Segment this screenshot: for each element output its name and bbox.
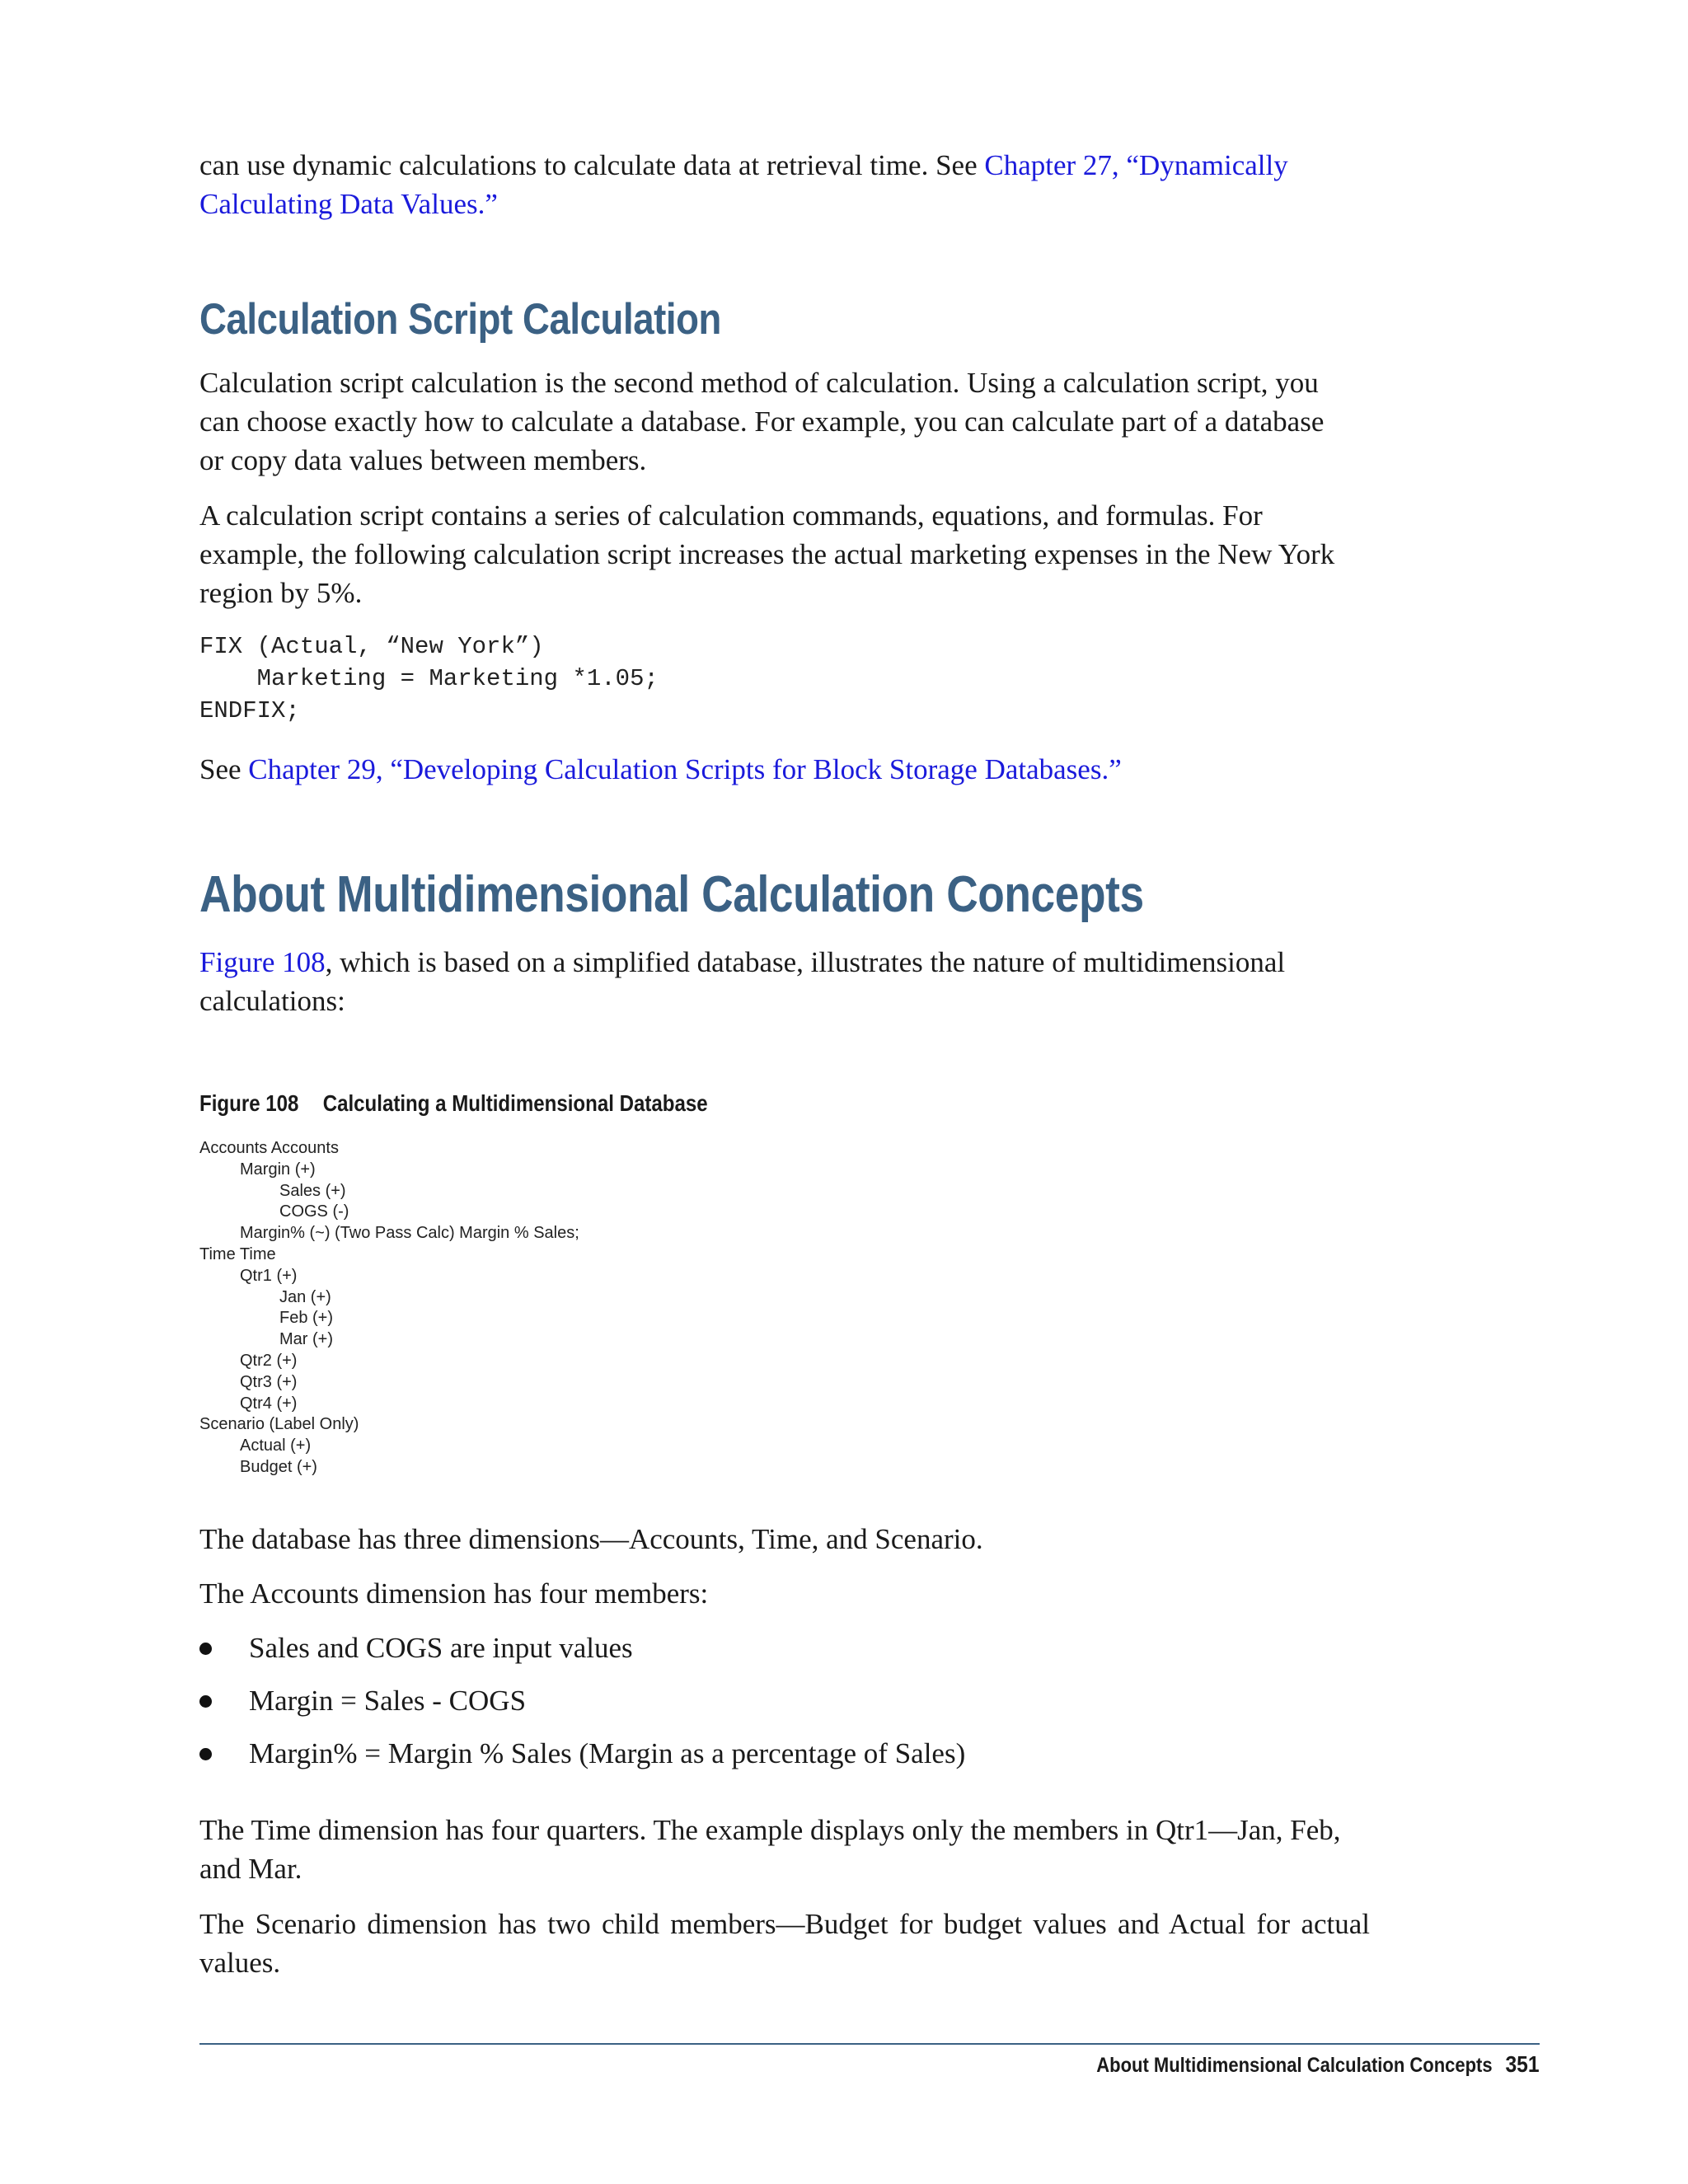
bullet-text: Margin = Sales - COGS (249, 1685, 527, 1717)
outline-item: Margin (+) (240, 1160, 316, 1179)
calc-script-heading: Calculation Script Calculation (199, 295, 721, 344)
outline-item: Qtr4 (+) (240, 1394, 298, 1413)
code-line: ENDFIX; (199, 697, 300, 724)
outline-item: Scenario (Label Only) (199, 1415, 359, 1434)
accounts-bullet-list (199, 1629, 1353, 1787)
see-chapter-29 (199, 750, 1122, 789)
bullet-text: Margin% = Margin % Sales (Margin as a percentage of Sales) (249, 1737, 966, 1769)
calc-script-para-2: A calculation script contains a series of calculation commands, equations, and formulas. For example, the following calculation script increases the actual marketing expenses in the New York region by 5%. (199, 499, 1335, 609)
footer-rule (199, 2043, 1540, 2045)
outline-item: COGS (-) (279, 1202, 349, 1221)
outline-item: Qtr3 (+) (240, 1372, 298, 1391)
intro-paragraph (199, 146, 1370, 223)
calc-script-para-1: Calculation script calculation is the second method of calculation. Using a calculation script, you can choose exactly how to calculate a database. For example, you can calculate part of a database or copy data values between members. (199, 367, 1325, 476)
concepts-intro-text: , which is based on a simplified database, illustrates the nature of multidimensional calculations: (199, 946, 1286, 1017)
accounts-paragraph: The Accounts dimension has four members: (199, 1577, 709, 1610)
figure-108-link[interactable]: Figure 108 (199, 946, 326, 978)
page-footer (1097, 2050, 1540, 2079)
chapter-29-link[interactable]: Chapter 29, “Developing Calculation Scripts for Block Storage Databases.” (248, 753, 1122, 785)
outline-item: Time Time (199, 1244, 276, 1263)
figure-title: Calculating a Multidimensional Database (322, 1090, 708, 1116)
footer-title: About Multidimensional Calculation Concepts (1096, 2054, 1493, 2077)
outline-item: Jan (+) (279, 1287, 331, 1306)
outline-item: Accounts Accounts (199, 1139, 339, 1157)
list-item (199, 1734, 1353, 1787)
outline-item: Budget (+) (240, 1457, 317, 1476)
outline-item: Qtr1 (+) (240, 1266, 298, 1285)
outline-item: Sales (+) (279, 1181, 346, 1200)
page-number: 351 (1505, 2051, 1540, 2077)
bullet-icon (199, 1643, 212, 1655)
outline-item: Feb (+) (279, 1309, 334, 1328)
outline-item: Actual (+) (240, 1436, 312, 1455)
outline-figure (199, 1138, 579, 1479)
concepts-heading: About Multidimensional Calculation Concepts (199, 866, 1144, 923)
dimensions-paragraph: The database has three dimensions—Accounts, Time, and Scenario. (199, 1523, 983, 1555)
outline-item: Qtr2 (+) (240, 1351, 298, 1370)
bullet-icon (199, 1748, 212, 1760)
chapter-27-link[interactable]: Chapter 27, “Dynamically Calculating Data Values.” (199, 149, 1288, 220)
list-item (199, 1681, 1353, 1734)
see-prefix: See (199, 753, 249, 785)
figure-caption (199, 1090, 708, 1118)
code-line: FIX (Actual, “New York”) (199, 633, 544, 660)
bullet-icon (199, 1695, 212, 1708)
intro-text: can use dynamic calculations to calculate data at retrieval time. See (199, 149, 985, 181)
time-paragraph: The Time dimension has four quarters. The example displays only the members in Qtr1—Jan, Feb, and Mar. (199, 1814, 1341, 1885)
figure-number: Figure 108 (199, 1090, 299, 1116)
list-item (199, 1629, 1353, 1681)
outline-item: Margin% (~) (Two Pass Calc) Margin % Sales; (240, 1224, 579, 1243)
bullet-text: Sales and COGS are input values (249, 1632, 633, 1664)
code-line: Marketing = Marketing *1.05; (199, 665, 659, 692)
outline-item: Mar (+) (279, 1330, 333, 1349)
concepts-intro (199, 943, 1370, 1020)
scenario-paragraph: The Scenario dimension has two child members—Budget for budget values and Actual for actual values. (199, 1908, 1370, 1979)
code-block (199, 630, 659, 727)
